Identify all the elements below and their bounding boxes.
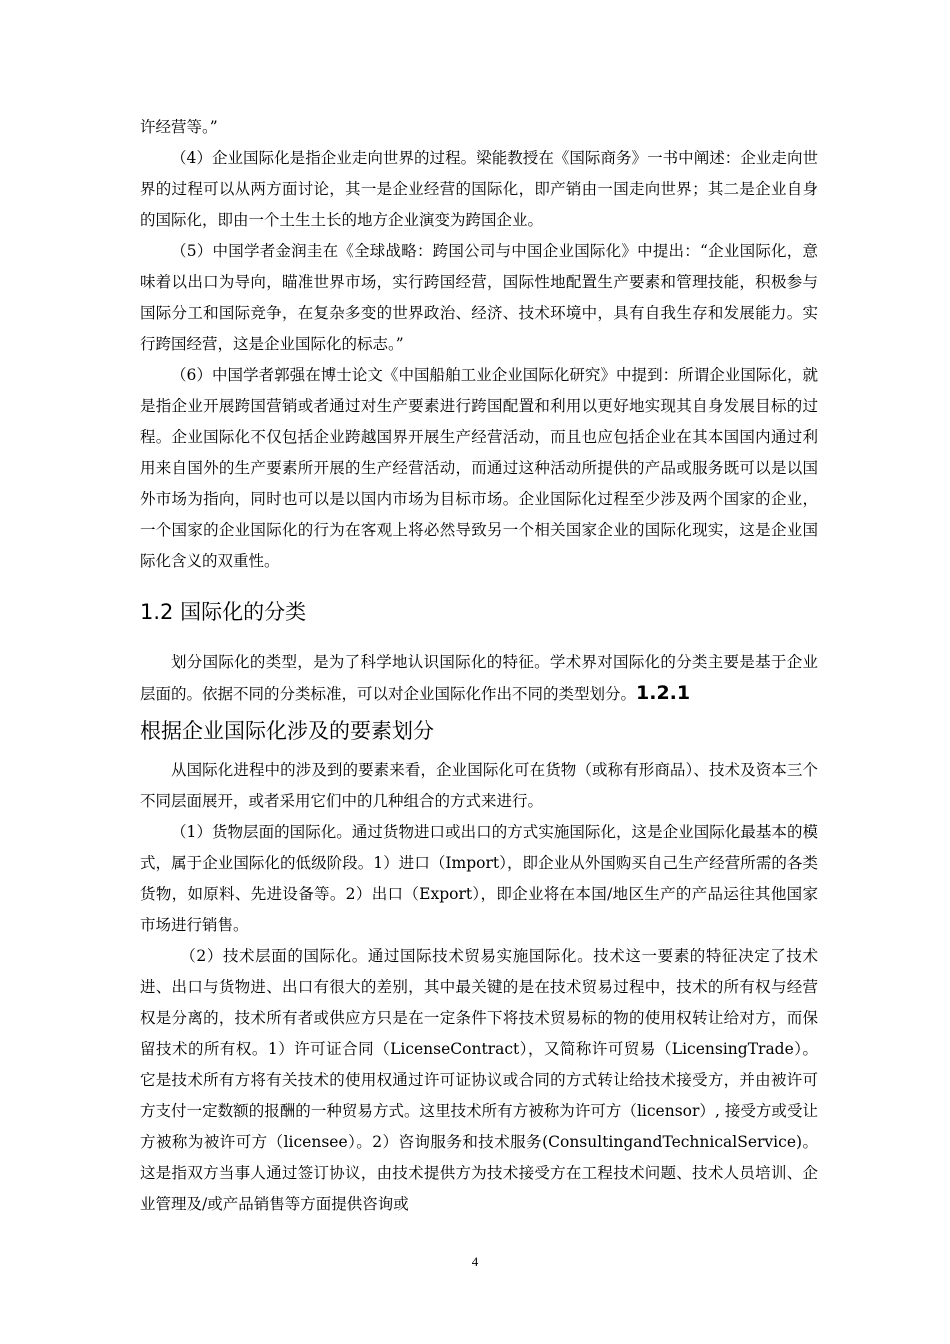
section-intro-text: 划分国际化的类型，是为了科学地认识国际化的特征。学术界对国际化的分类主要是基于企业层面的。依据不同的分类标准，可以对企业国际化作出不同的类型划分。	[140, 653, 818, 703]
paragraph-technology-level: （2）技术层面的国际化。通过国际技术贸易实施国际化。技术这一要素的特征决定了技术进、出口与货物进、出口有很大的差别，其中最关键的是在技术贸易过程中，技术的所有权与经营权是分离的，技术所有者或供应方只是在一定条件下将技术贸易标的物的使用权转让给对方，而保留技术的所有权。1）许可证合同（LicenseContract），又简称许可贸易（LicensingTrade）。它是技术所有方将有关技术的使用权通过许可证协议或合同的方式转让给技术接受方，并由被许可方支付一定数额的报酬的一种贸易方式。这里技术所有方被称为许可方（licensor）, 接受方或受让方被称为被许可方（licensee）。2）咨询服务和技术服务(ConsultingandTechnicalService)。这是指双方当事人通过签订协议，由技术提供方为技术接受方在工程技术问题、技术人员培训、企业管理及/或产品销售等方面提供咨询或	[140, 947, 818, 1213]
subsection-title: 根据企业国际化涉及的要素划分	[140, 719, 434, 743]
paragraph-item-4: （4）企业国际化是指企业走向世界的过程。梁能教授在《国际商务》一书中阐述：企业走向世界的过程可以从两方面讨论，其一是企业经营的国际化，即产销由一国走向世界；其二是企业自身的国际化，即由一个土生土长的地方企业演变为跨国企业。	[140, 149, 818, 229]
paragraph-item-5: （5）中国学者金润圭在《全球战略：跨国公司与中国企业国际化》中提出：“企业国际化，意味着以出口为导向，瞄准世界市场，实行跨国经营，国际性地配置生产要素和管理技能，积极参与国际分工和国际竞争，在复杂多变的世界政治、经济、技术环境中，具有自我生存和发展能力。实行跨国经营，这是企业国际化的标志。”	[140, 242, 818, 353]
paragraph-elements-intro: 从国际化进程中的涉及到的要素来看，企业国际化可在货物（或称有形商品）、技术及资本三个不同层面展开，或者采用它们中的几种组合的方式来进行。	[140, 761, 818, 810]
subsection-number: 1.2.1	[636, 682, 691, 704]
page-number: 4	[471, 1254, 479, 1269]
section-heading: 1.2 国际化的分类	[140, 600, 307, 624]
paragraph-continuation: 许经营等。”	[140, 118, 218, 136]
subsection-heading	[140, 716, 818, 749]
paragraph-goods-level: （1）货物层面的国际化。通过货物进口或出口的方式实施国际化，这是企业国际化最基本的模式，属于企业国际化的低级阶段。1）进口（Import），即企业从外国购买自己生产经营所需的各类货物，如原料、先进设备等。2）出口（Export），即企业将在本国/地区生产的产品运往其他国家市场进行销售。	[140, 823, 818, 934]
page-content	[140, 112, 818, 1220]
paragraph-item-6: （6）中国学者郭强在博士论文《中国船舶工业企业国际化研究》中提到：所谓企业国际化，就是指企业开展跨国营销或者通过对生产要素进行跨国配置和利用以更好地实现其自身发展目标的过程。企业国际化不仅包括企业跨越国界开展生产经营活动，而且也应包括企业在其本国国内通过利用来自国外的生产要素所开展的生产经营活动，而通过这种活动所提供的产品或服务既可以是以国外市场为指向，同时也可以是以国内市场为目标市场。企业国际化过程至少涉及两个国家的企业，一个国家的企业国际化的行为在客观上将必然导致另一个相关国家企业的国际化现实，这是企业国际化含义的双重性。	[140, 366, 818, 570]
section-intro-paragraph	[140, 647, 818, 710]
